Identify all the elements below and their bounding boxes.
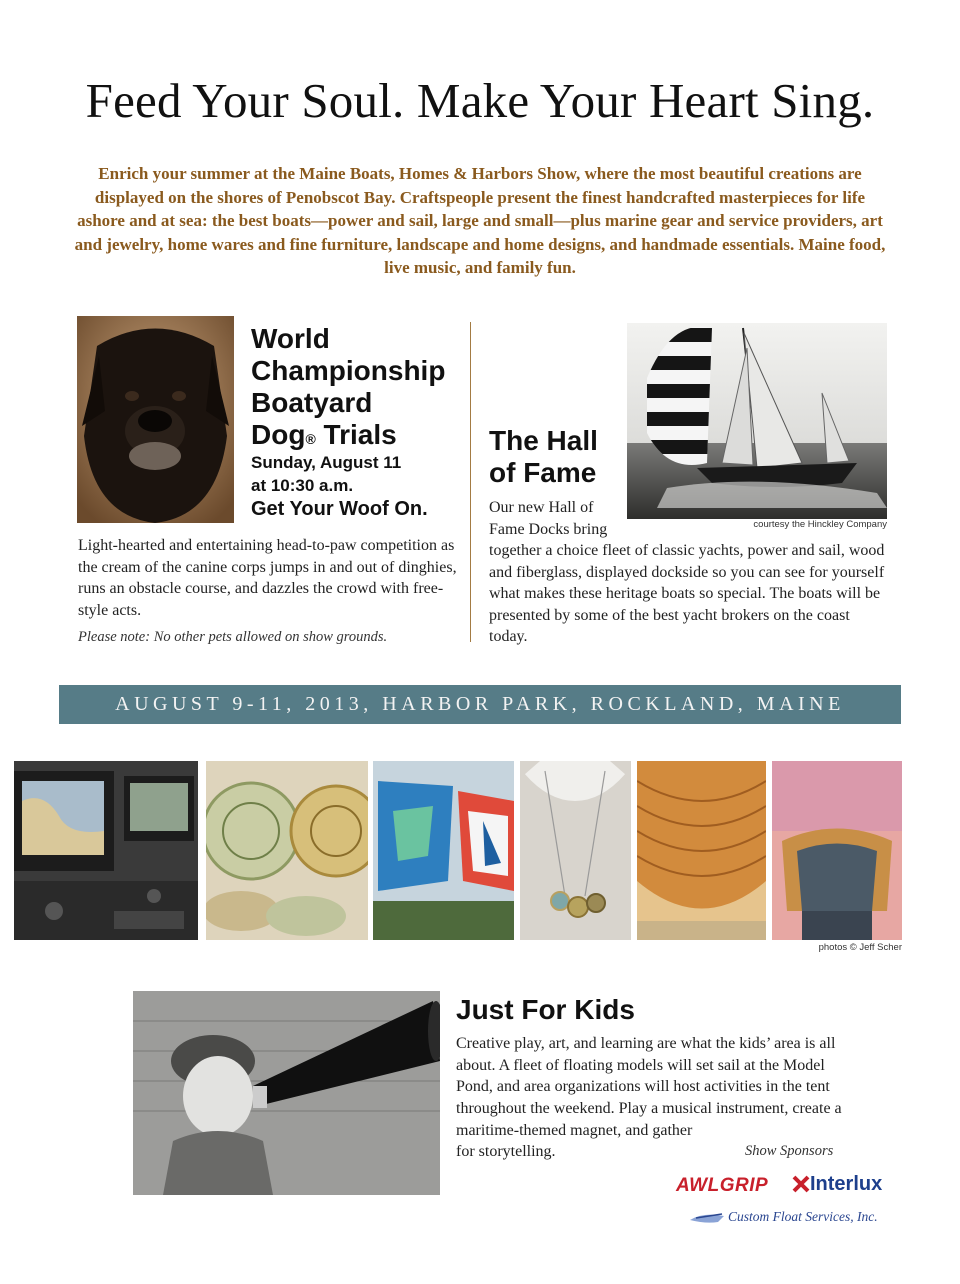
dog-title-line [251,419,471,451]
dog-title-word: Dog [251,419,306,450]
kids-description-end: for storytelling. [456,1143,556,1160]
dog-tagline: Get Your Woof On. [251,498,428,520]
date-banner-text: AUGUST 9-11, 2013, HARBOR PARK, ROCKLAND, MAINE [115,693,845,715]
dog-title-word: Trials [315,419,397,450]
custom-float-logo: Custom Float Services, Inc. [728,1209,878,1224]
registered-mark: ® [305,431,316,447]
strip-photo-credit: photos © Jeff Scher [818,942,902,953]
wooden-boat-photo [637,761,766,940]
hall-description-start: Our new Hall of Fame Docks bring [489,499,608,538]
hall-photo-credit: courtesy the Hinckley Company [753,519,887,530]
kids-description: Creative play, art, and learning are what the kids’ area is all about. A fleet of floating models will set sail at the Model Pond, and area organizations will host activities in the tent throughout the weekend. Play a musical instrument, create a maritime-themed magnet, and gather [456,1035,842,1139]
hall-title-line: of Fame [489,457,597,488]
hall-of-fame-title [489,425,629,489]
dog-trials-title [251,323,471,451]
dog-date-line: Sunday, August 11 [251,453,402,472]
kids-section-title: Just For Kids [456,994,635,1025]
intro-paragraph: Enrich your summer at the Maine Boats, Homes & Harbors Show, where the most beautiful creations are displayed on the shores of Penobscot Bay. Craftspeople present the finest handcrafted masterpieces for life ashore and at sea: the best boats—power and sail, large and small—plus marine gear and service providers, art and jewelry, home wares and fine furniture, landscape and home designs, and handmade essentials. Maine food, live music, and family fun. [74,164,886,277]
hall-title-line: The Hall [489,425,598,456]
interlux-x-icon [792,1174,810,1194]
column-divider [470,322,471,642]
flags-photo [373,761,514,940]
pottery-plates-photo [206,761,368,940]
dog-time-line: at 10:30 a.m. [251,476,354,495]
interlux-logo: Interlux [810,1173,883,1195]
page-headline: Feed Your Soul. Make Your Heart Sing. [85,73,875,128]
pet-note: Please note: No other pets allowed on show grounds. [78,629,388,645]
kid-megaphone-photo [133,991,440,1195]
sailboat-photo [627,323,887,519]
awlgrip-logo: AWLGRIP [676,1175,769,1196]
hall-description: together a choice fleet of classic yachts, power and sail, wood and fiberglass, displayed dockside so you can see for yourself what makes these heritage boats so special. The boats will be presented by some of the best yacht brokers on the coast today. [489,542,885,645]
sponsors-label: Show Sponsors [745,1143,834,1159]
dog-photo [77,316,234,523]
dog-title-line: World [251,323,330,354]
dog-description: Light-hearted and entertaining head-to-paw competition as the cream of the canine corps jumps in and out of dinghies, runs an obstacle course, and dazzles the crowd with free-style acts. [78,537,457,619]
dog-trials-date [251,451,471,497]
jewelry-photo [520,761,631,940]
marine-electronics-photo [14,761,198,940]
chair-photo [772,761,902,940]
dog-title-line: Championship [251,355,446,386]
dog-title-line: Boatyard [251,387,373,418]
custom-float-logo-icon [688,1208,728,1228]
